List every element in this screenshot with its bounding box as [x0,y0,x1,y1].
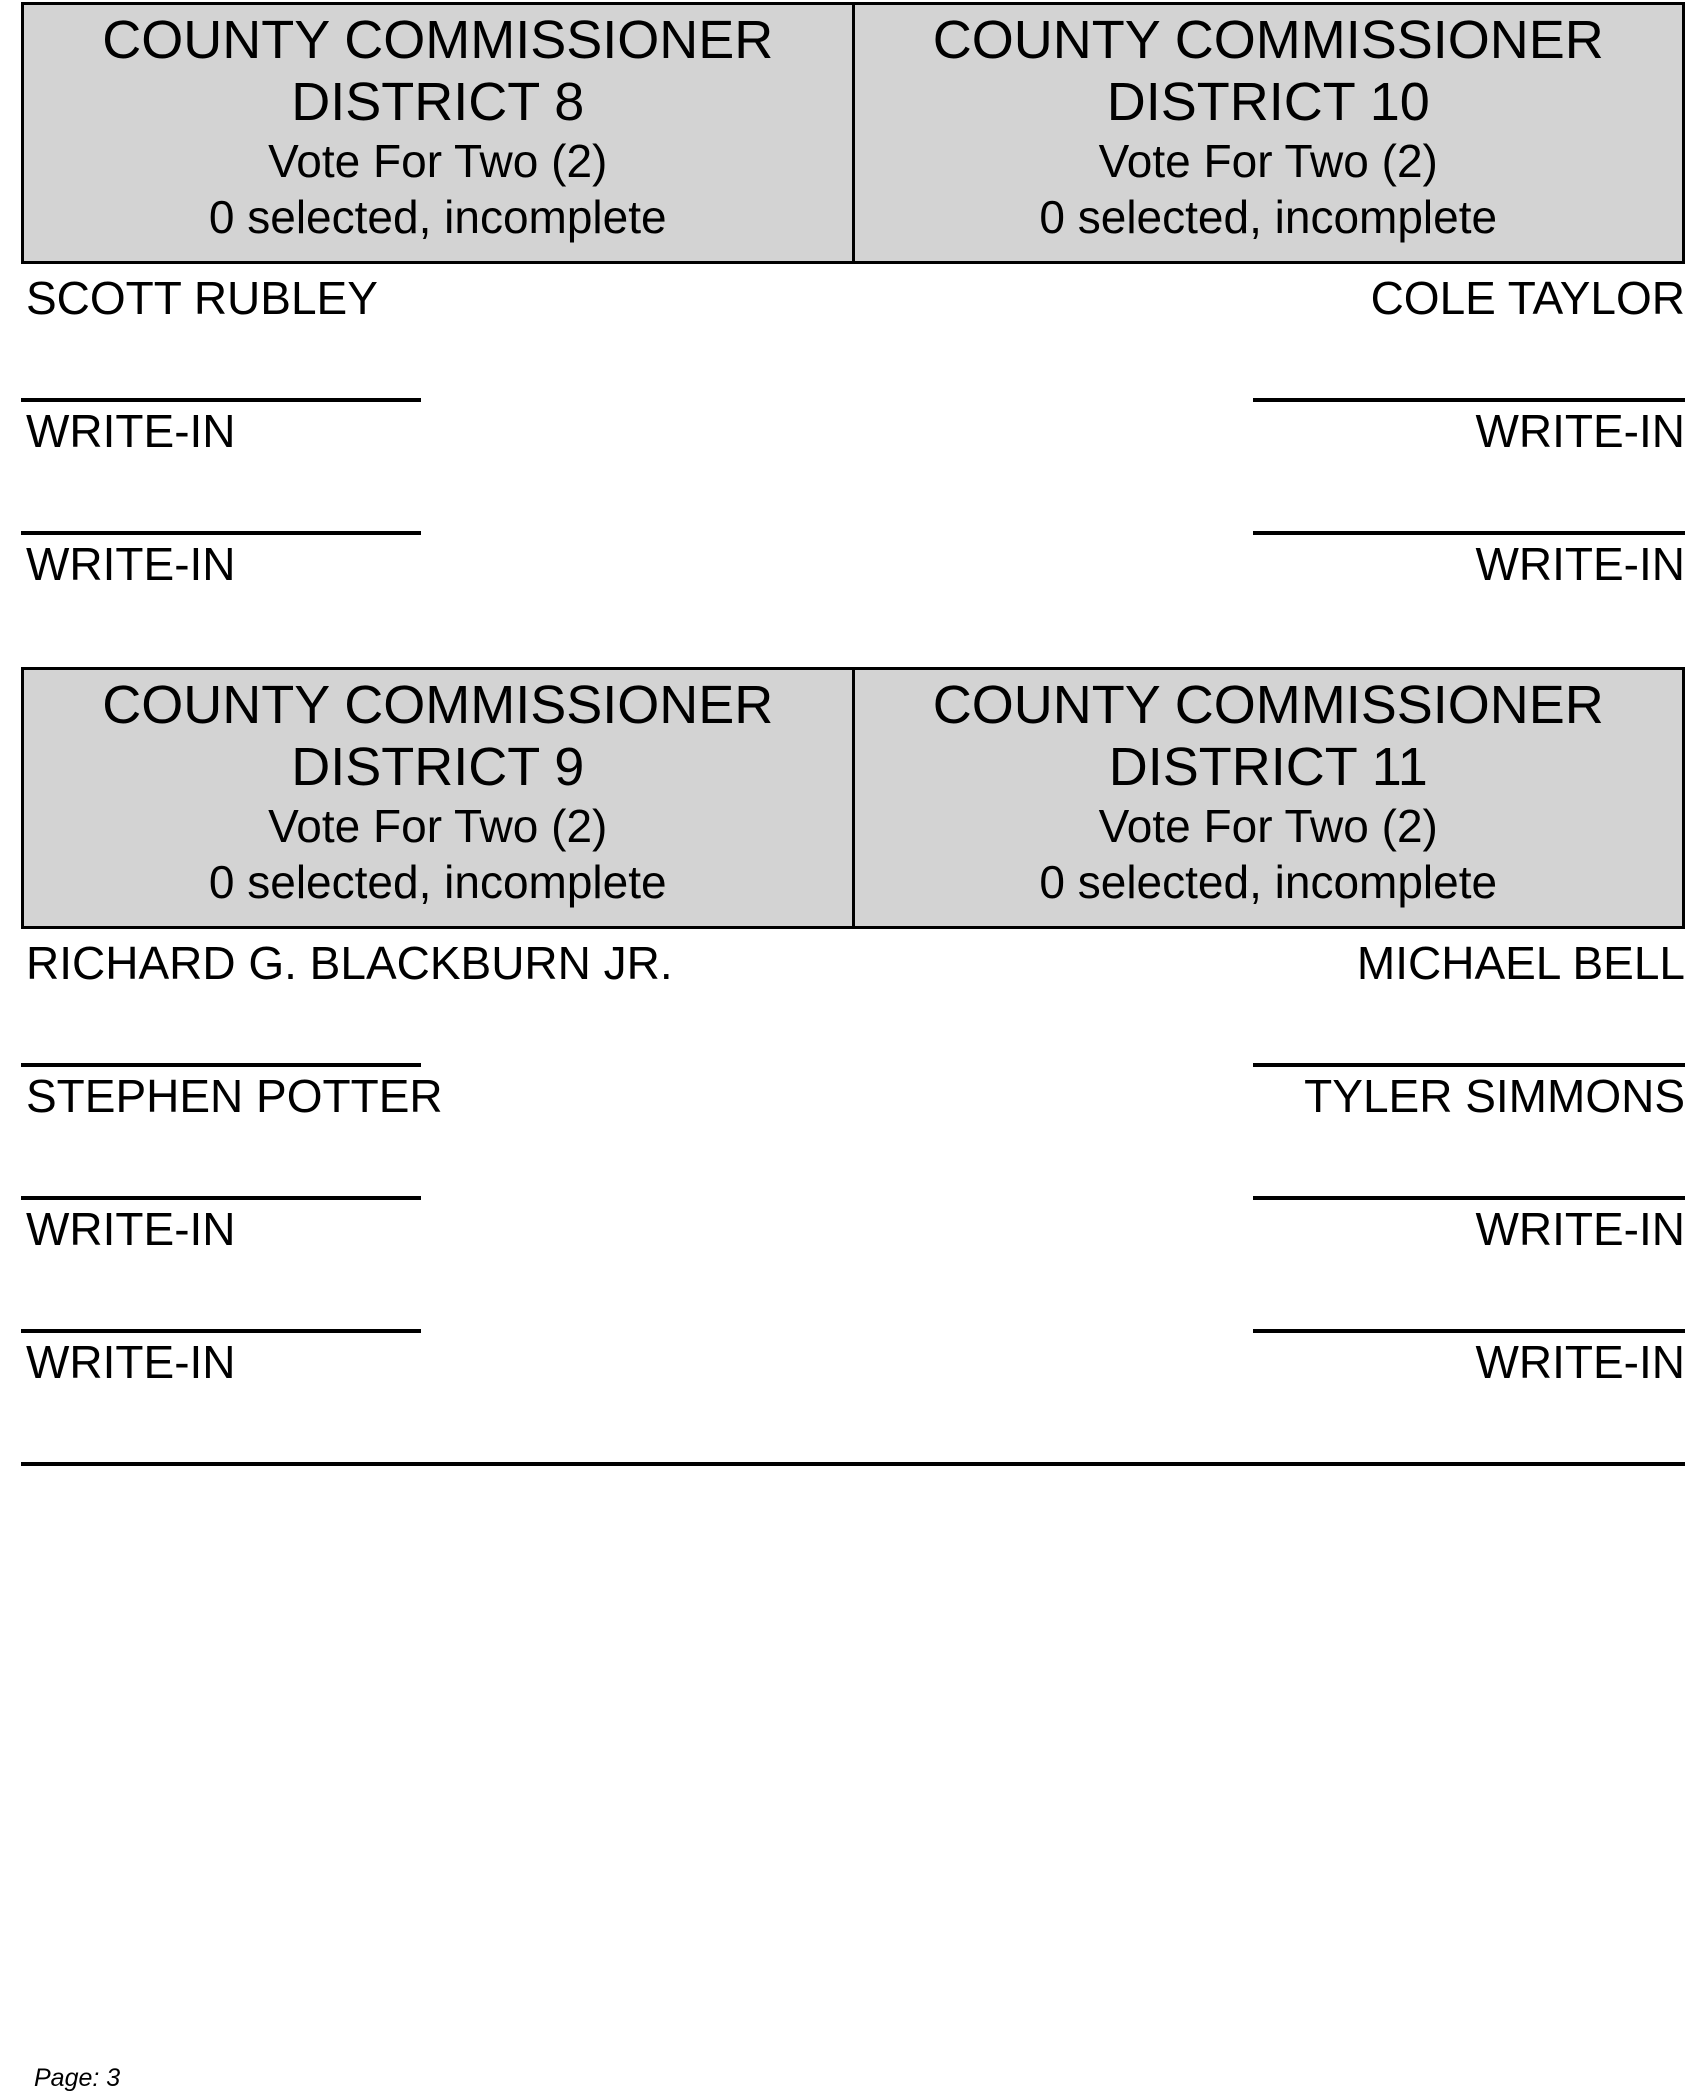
page-number: Page: 3 [34,2064,121,2092]
contest-title: COUNTY COMMISSIONER [932,10,1604,70]
selection-status: 0 selected, incomplete [208,856,667,908]
candidate-option[interactable]: MICHAEL BELL [1356,937,1685,989]
candidate-option[interactable]: TYLER SIMMONS [1304,1070,1685,1122]
candidate-option[interactable]: SCOTT RUBLEY [26,272,378,324]
contest-district: DISTRICT 8 [291,72,585,132]
write-in-option[interactable]: WRITE-IN [1475,1336,1685,1388]
candidate-divider [21,531,421,535]
candidate-divider [1253,398,1685,402]
write-in-option[interactable]: WRITE-IN [26,1203,236,1255]
candidate-divider [21,1196,421,1200]
candidate-divider [1253,1196,1685,1200]
write-in-option[interactable]: WRITE-IN [1475,1203,1685,1255]
write-in-option[interactable]: WRITE-IN [26,405,236,457]
contest-district: DISTRICT 10 [1106,72,1430,132]
candidate-divider [1253,531,1685,535]
contest-header-district-8 [24,5,852,261]
contest-header-row-bottom [21,667,1685,929]
selection-status: 0 selected, incomplete [1039,856,1498,908]
contest-header-district-9 [24,670,852,926]
vote-for-instruction: Vote For Two (2) [268,800,608,852]
contest-district: DISTRICT 9 [291,737,585,797]
candidate-divider [21,398,421,402]
candidate-divider [21,1063,421,1067]
contest-title: COUNTY COMMISSIONER [932,675,1604,735]
vote-for-instruction: Vote For Two (2) [1098,135,1438,187]
candidate-divider [1253,1063,1685,1067]
candidate-option[interactable]: STEPHEN POTTER [26,1070,443,1122]
contest-district: DISTRICT 11 [1108,737,1428,797]
candidate-option[interactable]: RICHARD G. BLACKBURN JR. [26,937,673,989]
contest-header-district-11 [852,670,1683,926]
selection-status: 0 selected, incomplete [1039,191,1498,243]
contest-header-district-10 [852,5,1683,261]
vote-for-instruction: Vote For Two (2) [268,135,608,187]
candidate-divider [1253,1329,1685,1333]
write-in-option[interactable]: WRITE-IN [1475,538,1685,590]
write-in-option[interactable]: WRITE-IN [26,1336,236,1388]
contest-header-row-top [21,2,1685,264]
candidate-option[interactable]: COLE TAYLOR [1370,272,1685,324]
section-bottom-rule [21,1462,1685,1466]
contest-title: COUNTY COMMISSIONER [102,10,774,70]
write-in-option[interactable]: WRITE-IN [26,538,236,590]
contest-title: COUNTY COMMISSIONER [102,675,774,735]
selection-status: 0 selected, incomplete [208,191,667,243]
candidate-divider [21,1329,421,1333]
vote-for-instruction: Vote For Two (2) [1098,800,1438,852]
write-in-option[interactable]: WRITE-IN [1475,405,1685,457]
